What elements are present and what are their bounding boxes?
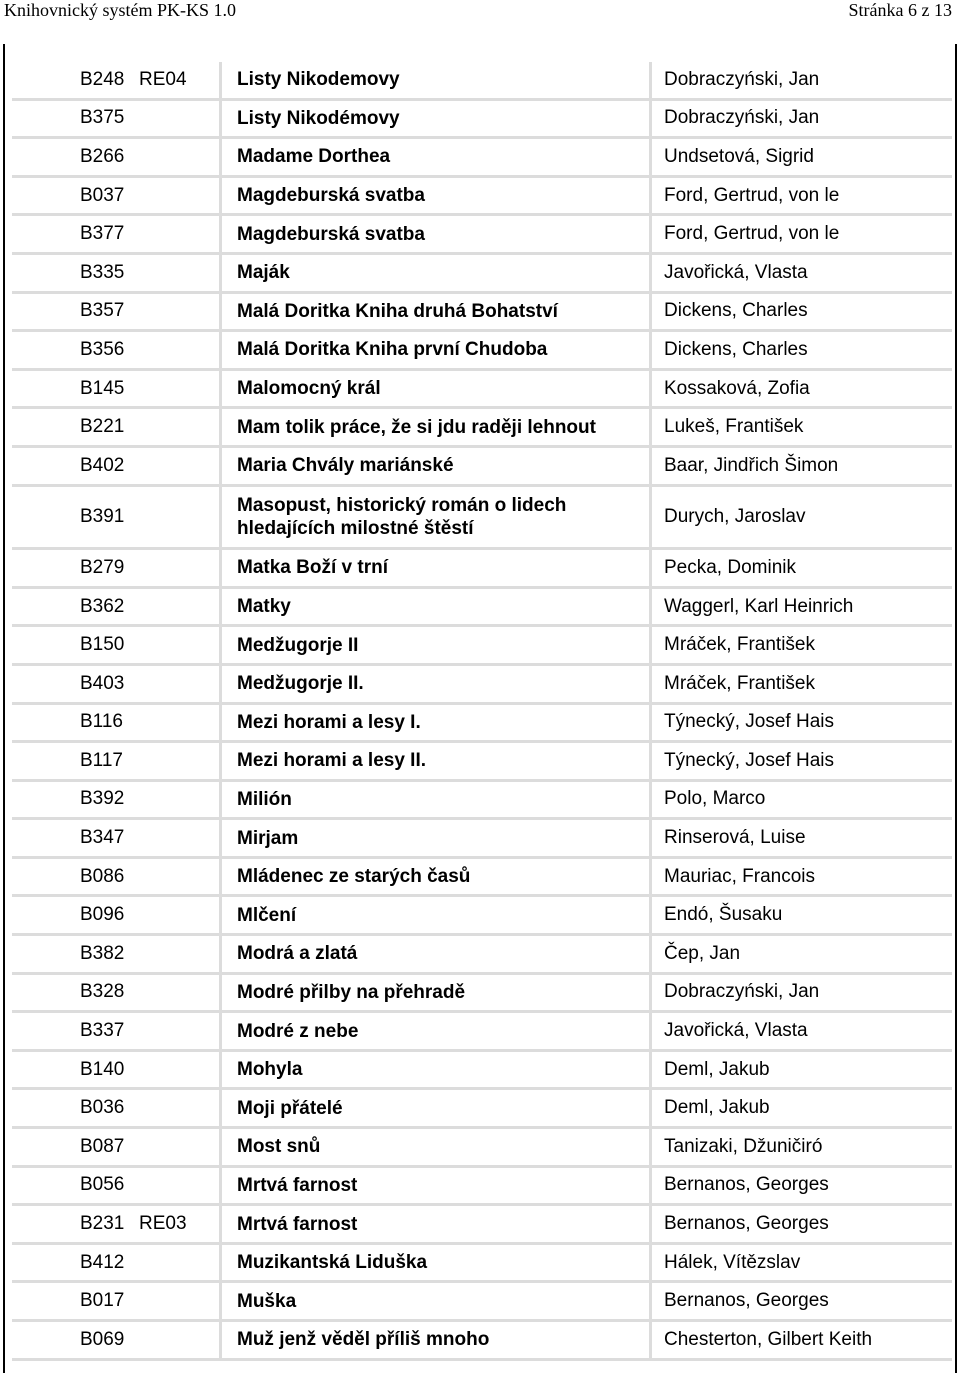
book-author: Baar, Jindřich Šimon: [664, 454, 839, 476]
table-row: [12, 975, 952, 1014]
column-separator: [219, 1283, 222, 1319]
book-title: Modrá a zlatá: [237, 943, 358, 965]
book-title: Mrtvá farnost: [237, 1213, 358, 1235]
book-author: Kossaková, Zofia: [664, 377, 810, 399]
column-separator: [219, 627, 222, 663]
table-row: [12, 1168, 952, 1207]
table-row: [12, 936, 952, 975]
table-row: [12, 294, 952, 333]
book-id: B036: [80, 1097, 125, 1119]
book-reservation-code: RE04: [139, 68, 187, 90]
book-title: Malá Doritka Kniha první Chudoba: [237, 339, 548, 361]
column-separator: [219, 1168, 222, 1204]
column-separator: [219, 294, 222, 330]
table-row: [12, 371, 952, 410]
book-title: Mezi horami a lesy I.: [237, 711, 421, 733]
column-separator: [219, 1206, 222, 1242]
book-id: B403: [80, 672, 125, 694]
book-title: Listy Nikodémovy: [237, 107, 400, 129]
book-id: B412: [80, 1251, 125, 1273]
book-author: Durych, Jaroslav: [664, 505, 806, 527]
table-row: [12, 487, 952, 551]
book-reservation-code: [139, 975, 219, 1011]
table-row: [12, 139, 952, 178]
table-row: [12, 589, 952, 628]
book-reservation-code: [139, 782, 219, 818]
table-row: [12, 332, 952, 371]
book-title: Matky: [237, 596, 291, 618]
book-id: B145: [80, 377, 125, 399]
book-title: Modré přilby na přehradě: [237, 981, 466, 1003]
book-author: Undsetová, Sigrid: [664, 145, 814, 167]
book-id: B056: [80, 1174, 125, 1196]
book-reservation-code: [139, 371, 219, 407]
book-author: Čep, Jan: [664, 942, 741, 964]
column-separator: [219, 216, 222, 252]
column-separator: [219, 1245, 222, 1281]
book-title: Medžugorje II.: [237, 673, 364, 695]
book-reservation-code: [139, 1090, 219, 1126]
book-id: B402: [80, 454, 125, 476]
column-separator: [219, 705, 222, 741]
book-author: Dickens, Charles: [664, 300, 808, 322]
table-row: [12, 409, 952, 448]
book-reservation-code: [139, 859, 219, 895]
book-author: Deml, Jakub: [664, 1097, 770, 1119]
book-title: Moji přátelé: [237, 1097, 343, 1119]
book-reservation-code: [139, 1168, 219, 1204]
column-separator: [219, 1090, 222, 1126]
book-author: Bernanos, Georges: [664, 1213, 829, 1235]
book-id: B017: [80, 1290, 125, 1312]
book-reservation-code: [139, 550, 219, 586]
book-title: Most snů: [237, 1136, 321, 1158]
book-reservation-code: [139, 936, 219, 972]
book-reservation-code: [139, 1283, 219, 1319]
table-row: [12, 1052, 952, 1091]
book-reservation-code: [139, 139, 219, 175]
book-author: Waggerl, Karl Heinrich: [664, 595, 854, 617]
book-author: Týnecký, Josef Hais: [664, 711, 834, 733]
book-author: Pecka, Dominik: [664, 556, 796, 578]
book-reservation-code: [139, 589, 219, 625]
book-title: Mezi horami a lesy II.: [237, 750, 427, 772]
book-id: B382: [80, 942, 125, 964]
book-title: Magdeburská svatba: [237, 223, 425, 245]
book-reservation-code: [139, 666, 219, 702]
book-reservation-code: [139, 897, 219, 933]
book-reservation-code: [139, 1013, 219, 1049]
book-title: Listy Nikodemovy: [237, 69, 400, 91]
book-reservation-code: [139, 820, 219, 856]
book-title: Matka Boží v trní: [237, 557, 388, 579]
book-reservation-code: [139, 487, 219, 548]
book-reservation-code: RE03: [139, 1213, 187, 1235]
column-separator: [219, 1013, 222, 1049]
column-separator: [219, 820, 222, 856]
book-id: B116: [80, 711, 123, 733]
book-author: Týnecký, Josef Hais: [664, 749, 834, 771]
column-separator: [219, 589, 222, 625]
book-reservation-code: [139, 216, 219, 252]
book-author: Mauriac, Francois: [664, 865, 815, 887]
column-separator: [219, 897, 222, 933]
book-id: B279: [80, 556, 125, 578]
book-author: Chesterton, Gilbert Keith: [664, 1328, 873, 1350]
column-separator: [219, 1322, 222, 1358]
column-separator: [219, 101, 222, 137]
book-reservation-code: [139, 448, 219, 484]
book-title: Muška: [237, 1290, 297, 1312]
book-author: Javořická, Vlasta: [664, 261, 808, 283]
book-title: Medžugorje II: [237, 634, 359, 656]
book-author: Javořická, Vlasta: [664, 1020, 808, 1042]
column-separator: [219, 859, 222, 895]
book-reservation-code: [139, 255, 219, 291]
book-title: Mohyla: [237, 1059, 303, 1081]
table-row: [12, 62, 952, 101]
book-id: B221: [80, 416, 125, 438]
book-author: Hálek, Vítězslav: [664, 1251, 801, 1273]
book-id: B328: [80, 981, 125, 1003]
book-id: B231: [80, 1213, 125, 1235]
book-author: Dickens, Charles: [664, 338, 808, 360]
book-reservation-code: [139, 178, 219, 214]
left-border-line: [3, 44, 5, 1373]
column-separator: [219, 743, 222, 779]
book-title: Magdeburská svatba: [237, 185, 425, 207]
book-reservation-code: [139, 627, 219, 663]
book-title: Muzikantská Liduška: [237, 1252, 428, 1274]
book-author: Lukeš, František: [664, 416, 804, 438]
book-id: B337: [80, 1020, 125, 1042]
book-title: Mrtvá farnost: [237, 1174, 358, 1196]
book-author: Bernanos, Georges: [664, 1174, 829, 1196]
book-reservation-code: [139, 332, 219, 368]
book-author: Rinserová, Luise: [664, 827, 806, 849]
table-row: [12, 1129, 952, 1168]
book-title: Mládenec ze starých časů: [237, 866, 471, 888]
column-separator: [219, 62, 222, 98]
table-row: [12, 1245, 952, 1284]
book-author: Mráček, František: [664, 634, 815, 656]
book-title: Mirjam: [237, 827, 299, 849]
table-row: [12, 1206, 952, 1245]
book-title: Masopust, historický román o lidech hledajících milostné štěstí: [237, 494, 567, 539]
book-reservation-code: [139, 294, 219, 330]
right-border-line: [955, 44, 957, 1373]
book-title: Maria Chvály mariánské: [237, 455, 454, 477]
book-title: Modré z nebe: [237, 1020, 359, 1042]
table-row: [12, 859, 952, 898]
table-row: [12, 178, 952, 217]
table-row: [12, 743, 952, 782]
book-title: Madame Dorthea: [237, 146, 391, 168]
column-separator: [219, 975, 222, 1011]
table-row: [12, 897, 952, 936]
book-id: B266: [80, 145, 125, 167]
page-header: [0, 0, 960, 24]
table-row: [12, 1013, 952, 1052]
book-title: Muž jenž věděl příliš mnoho: [237, 1329, 490, 1351]
book-author: Dobraczyński, Jan: [664, 107, 820, 129]
book-author: Ford, Gertrud, von le: [664, 184, 840, 206]
book-author: Polo, Marco: [664, 788, 766, 810]
book-id: B117: [80, 749, 123, 771]
column-separator: [219, 487, 222, 548]
book-id: B391: [80, 505, 125, 527]
book-id: B150: [80, 634, 125, 656]
book-id: B087: [80, 1135, 125, 1157]
book-title: Malá Doritka Kniha druhá Bohatství: [237, 300, 558, 322]
book-id: B069: [80, 1328, 125, 1350]
column-separator: [219, 371, 222, 407]
table-row: [12, 255, 952, 294]
column-separator: [219, 255, 222, 291]
book-reservation-code: [139, 1322, 219, 1358]
book-reservation-code: [139, 1052, 219, 1088]
book-author: Dobraczyński, Jan: [664, 68, 820, 90]
book-reservation-code: [139, 409, 219, 445]
table-row: [12, 820, 952, 859]
table-row: [12, 1283, 952, 1322]
book-title: Mam tolik práce, že si jdu raději lehnout: [237, 416, 596, 438]
column-separator: [219, 550, 222, 586]
table-row: [12, 782, 952, 821]
book-id: B335: [80, 261, 125, 283]
table-row: [12, 666, 952, 705]
book-reservation-code: [139, 705, 219, 741]
book-id: B096: [80, 904, 125, 926]
system-name: Knihovnický systém PK-KS 1.0: [4, 0, 237, 20]
book-id: B375: [80, 107, 125, 129]
column-separator: [219, 332, 222, 368]
column-separator: [219, 936, 222, 972]
book-id: B357: [80, 300, 125, 322]
column-separator: [219, 409, 222, 445]
column-separator: [219, 448, 222, 484]
book-author: Tanizaki, Džuničiró: [664, 1135, 823, 1157]
book-author: Dobraczyński, Jan: [664, 981, 820, 1003]
book-author: Deml, Jakub: [664, 1058, 770, 1080]
book-author: Endó, Šusaku: [664, 904, 783, 926]
book-id: B037: [80, 184, 125, 206]
column-separator: [219, 139, 222, 175]
table-row: [12, 448, 952, 487]
table-row: [12, 550, 952, 589]
book-author: Ford, Gertrud, von le: [664, 223, 840, 245]
table-row: [12, 216, 952, 255]
book-id: B347: [80, 827, 125, 849]
book-reservation-code: [139, 1245, 219, 1281]
table-row: [12, 1090, 952, 1129]
page-number: Stránka 6 z 13: [848, 0, 952, 20]
book-id: B377: [80, 223, 125, 245]
table-row: [12, 627, 952, 666]
book-reservation-code: [139, 101, 219, 137]
column-separator: [219, 1129, 222, 1165]
book-title: Mlčení: [237, 904, 297, 926]
table-row: [12, 101, 952, 140]
book-id: B140: [80, 1058, 125, 1080]
column-separator: [219, 666, 222, 702]
book-id: B248: [80, 68, 125, 90]
book-id: B086: [80, 865, 125, 887]
book-author: Mráček, František: [664, 672, 815, 694]
book-reservation-code: [139, 1129, 219, 1165]
column-separator: [219, 1052, 222, 1088]
book-title: Maják: [237, 262, 290, 284]
book-author: Bernanos, Georges: [664, 1290, 829, 1312]
book-id: B362: [80, 595, 125, 617]
book-title: Milión: [237, 788, 292, 810]
book-list-table: [12, 62, 952, 1361]
book-id: B392: [80, 788, 125, 810]
book-title: Malomocný král: [237, 378, 381, 400]
table-row: [12, 705, 952, 744]
book-reservation-code: [139, 743, 219, 779]
column-separator: [219, 782, 222, 818]
table-row: [12, 1322, 952, 1361]
book-id: B356: [80, 338, 125, 360]
column-separator: [219, 178, 222, 214]
